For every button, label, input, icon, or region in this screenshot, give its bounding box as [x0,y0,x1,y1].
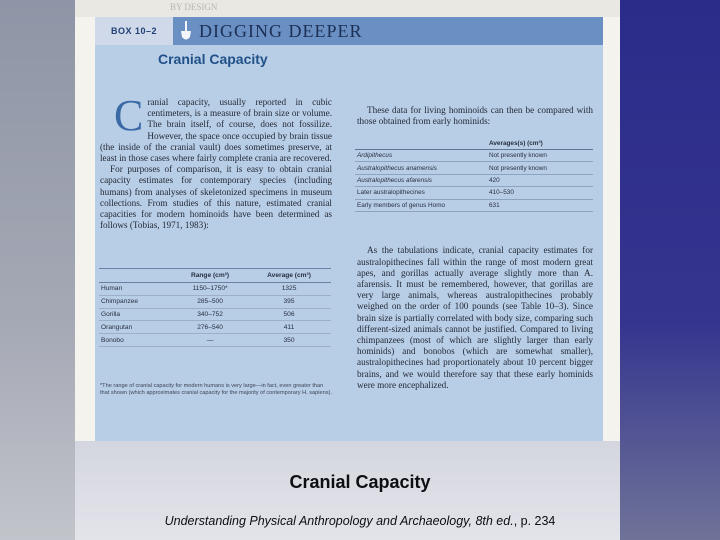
range-cell: 1150–1750* [173,283,247,296]
citation-book-title: Understanding Physical Anthropology and Archaeology, 8th ed. [164,514,514,528]
scan-top-strip [75,0,620,17]
species-cell: Orangutan [99,321,173,334]
early-table-header-blank [355,138,487,150]
box-title: DIGGING DEEPER [199,21,363,41]
average-cell: 411 [247,321,331,334]
species-cell: Chimpanzee [99,295,173,308]
shovel-icon [178,20,194,42]
species-cell: Ardipithecus [355,150,487,162]
modern-hominoid-table [99,268,331,347]
table-row [355,199,593,211]
box-header [95,17,603,45]
table-footnote: *The range of cranial capacity for modern humans is very large—in fact, even greater than that shown (which approximates cranial capacity for the majority of contemporary H. sapiens). [100,383,332,397]
modern-table-header-range: Range (cm³) [173,269,247,283]
table-row [99,321,331,334]
box-label: BOX 10–2 [95,17,173,45]
average-cell: 350 [247,334,331,347]
drop-cap: C [114,91,144,140]
modern-table-header-blank [99,269,173,283]
table-row [355,162,593,174]
table-row [99,334,331,347]
value-cell: 410–530 [487,187,593,199]
slide-title: Cranial Capacity [289,472,431,492]
average-cell: 395 [247,295,331,308]
species-cell: Australopithecus anamensis [355,162,487,174]
table-row [355,150,593,162]
table-row [99,295,331,308]
modern-table-header-average: Average (cm³) [247,269,331,283]
range-cell: 340–752 [173,308,247,321]
left-background-band [0,0,75,540]
slide-citation [0,514,720,528]
left-text-column [100,91,332,231]
box-body [95,45,603,441]
textbook-page-scan [75,0,620,441]
early-table-header: Averages(s) (cm³) [487,138,593,150]
right-background-band [620,0,720,540]
table-row [99,308,331,321]
section-title: Cranial Capacity [158,51,268,67]
range-cell: — [173,334,247,347]
value-cell: 631 [487,199,593,211]
range-cell: 285–500 [173,295,247,308]
average-cell: 506 [247,308,331,321]
value-cell: Not presently known [487,150,593,162]
table-row [355,174,593,186]
citation-page: , p. 234 [513,514,556,528]
species-cell: Early members of genus Homo [355,199,487,211]
species-cell: Australopithecus afarensis [355,174,487,186]
table-row [99,283,331,296]
left-paragraph-2: For purposes of comparison, it is easy to obtain cranial capacity estimates for contemporary species (including humans) from analyses of skeletonized specimens in museum collections. From studies of this nature, estimated cranial capacities for modern hominoids have been determined as follows (Tobias, 1971, 1983): [100,164,332,231]
species-cell: Gorilla [99,308,173,321]
species-cell: Human [99,283,173,296]
left-paragraph-1: ranial capacity, usually reported in cubic centimeters, is a measure of brain size or volume. The brain itself, of course, does not fossilize. However, the space once occupied by brain tissue (the inside of the cranial vault) does sometimes preserve, at least in those cases where fairly complete crania are recovered. [100,97,332,164]
value-cell: Not presently known [487,162,593,174]
early-hominid-table [355,138,593,212]
value-cell: 420 [487,174,593,186]
average-cell: 1325 [247,283,331,296]
species-cell: Later australopithecines [355,187,487,199]
right-paragraph-2: As the tabulations indicate, cranial capacity estimates for australopithecines fall within the range of most modern great apes, and gorillas actually average slightly more than A. afarensis. It must be remembered, however, that gorillas are very large animals, whereas australopithecines probably weighed on the order of 100 pounds (see Table 10–3). Since brain size is partially correlated with body size, comparing such different-sized animals cannot be justified. Compared to living chimpanzees (most of which are slightly larger than early hominids) and bonobos (which are somewhat smaller), australopithecines had proportionately about 10 percent bigger brains, and we would therefore say that these early hominids were more encephalized. [357,245,593,390]
right-paragraph-1: These data for living hominoids can then be compared with those obtained from early hominids: [357,105,593,127]
table-row [355,187,593,199]
top-strip-text: BY DESIGN [170,2,218,12]
range-cell: 276–540 [173,321,247,334]
species-cell: Bonobo [99,334,173,347]
